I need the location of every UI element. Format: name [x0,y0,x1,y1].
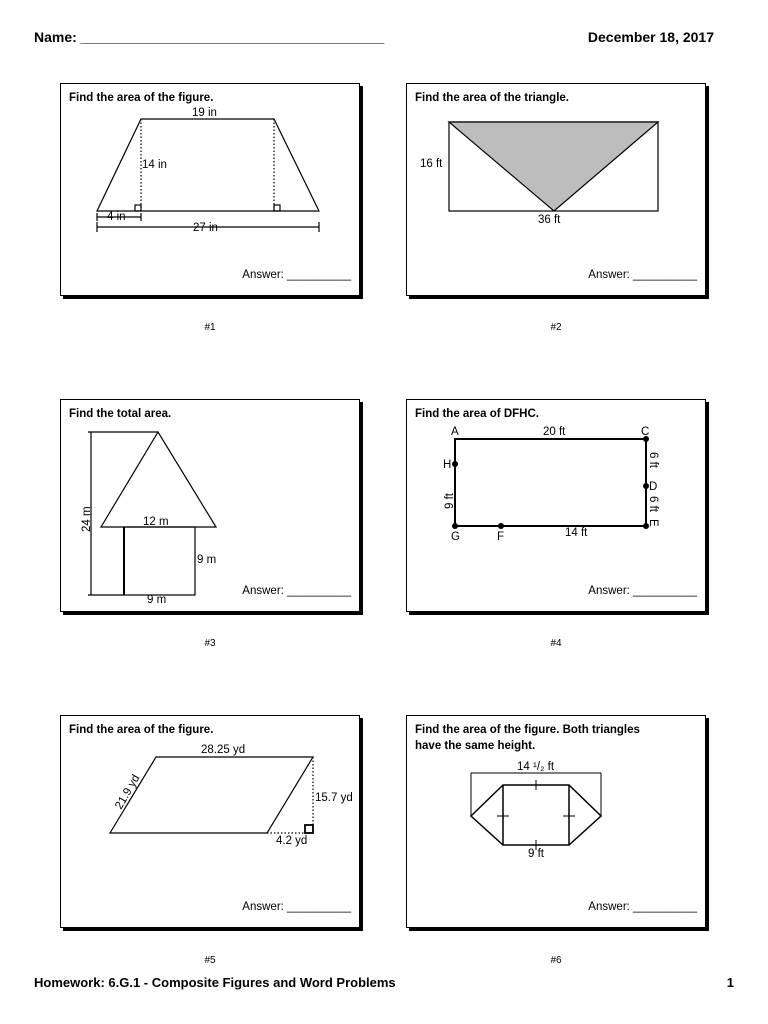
label-square-base: 9 m [147,594,167,606]
point-a-label: A [451,426,459,438]
problem-number: #5 [204,955,216,966]
answer-blank[interactable]: Answer: __________ [588,585,697,597]
question-text: Find the total area. [69,408,172,420]
label-right-upper: 6 ft [647,452,659,468]
label-triangle-base: 12 m [143,516,169,528]
problem-card-4 [406,399,706,612]
answer-blank[interactable]: Answer: __________ [588,901,697,913]
label-top-width: 14 ¹/₂ ft [517,761,555,773]
question-text: Find the area of the figure. [69,92,214,104]
problem-card-3 [60,399,360,612]
problem-number: #1 [204,322,216,333]
label-slant-side: 21.9 yd [113,772,143,812]
label-bottom-width: 9 ft [528,848,544,860]
label-left-side: 9 ft [444,493,456,509]
point-e-label: E [647,519,659,527]
question-text: Find the area of the triangle. [415,92,569,104]
point-f-label: F [497,531,505,543]
problem-card-6 [406,715,706,928]
page-number: 1 [726,975,734,990]
point-d-label: D [649,481,658,493]
problem-card-2 [406,83,706,296]
problem-card-5 [60,715,360,928]
problem-number: #2 [550,322,562,333]
problem-number: #6 [550,955,562,966]
label-height: 15.7 yd [315,792,353,804]
point-h-label: H [443,459,452,471]
parallelogram-figure [61,716,361,929]
problem-number: #3 [204,638,216,649]
name-field-label: Name: _______________________________________ [34,29,385,45]
problem-card-1 [60,83,360,296]
question-text: Find the area of DFHC. [415,408,539,420]
house-figure [61,400,361,613]
trapezoid-figure [61,84,361,297]
date: December 18, 2017 [587,29,714,45]
label-top-base: 28.25 yd [201,744,246,756]
label-offset: 4.2 yd [276,835,308,847]
answer-blank[interactable]: Answer: __________ [242,269,351,281]
question-line: have the same height. [415,740,536,752]
label-top-side: 20 ft [543,426,566,438]
question-line: Find the area of the figure. Both triangles [415,724,640,736]
problem-number: #4 [550,638,562,649]
label-bottom-base: 27 in [193,222,218,234]
answer-blank[interactable]: Answer: __________ [242,901,351,913]
answer-blank[interactable]: Answer: __________ [242,585,351,597]
label-height: 14 in [142,159,167,171]
label-base: 36 ft [538,214,561,226]
point-g-label: G [451,531,460,543]
answer-blank[interactable]: Answer: __________ [588,269,697,281]
triangle-figure [407,84,707,297]
label-bottom-side: 14 ft [565,527,588,539]
question-text: Find the area of the figure. [69,724,214,736]
label-top-base: 19 in [192,107,217,119]
hexagon-figure [407,716,707,929]
label-square-side: 9 m [197,554,217,566]
label-right-lower: 6 ft [647,496,659,512]
label-offset: 4 in [107,211,126,223]
footer-title: Homework: 6.G.1 - Composite Figures and Word Problems [34,975,396,990]
label-height: 16 ft [420,158,443,170]
label-height: 24 m [81,506,93,532]
rectangle-dfhc-figure [407,400,707,613]
point-c-label: C [641,426,650,438]
